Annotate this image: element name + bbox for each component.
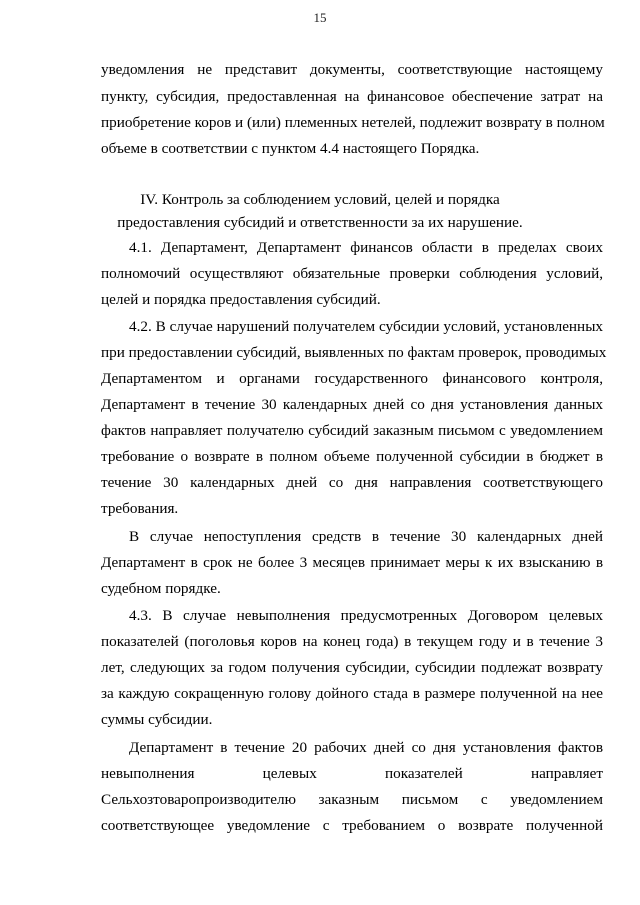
text-line: Сельхозтоваропроизводителю заказным письмом с уведомлением bbox=[101, 791, 603, 808]
paragraph-first-line: 4.3. В случае невыполнения предусмотренных Договором целевых bbox=[129, 607, 603, 624]
text-line: невыполнения целевых показателей направляет bbox=[101, 765, 603, 782]
page-number: 15 bbox=[313, 10, 327, 25]
text-line: полномочий осуществляют обязательные проверки соблюдения условий, bbox=[101, 265, 603, 282]
text-line: объеме в соответствии с пунктом 4.4 настоящего Порядка. bbox=[101, 140, 480, 157]
text-line: течение 30 календарных дней со дня направления соответствующего bbox=[101, 474, 603, 491]
text-line: требования. bbox=[101, 500, 179, 517]
paragraph-first-line: В случае непоступления средств в течение 30 календарных дней bbox=[129, 528, 603, 545]
text-line: Департаментом и органами государственного финансового контроля, bbox=[101, 370, 603, 387]
paragraph-first-line: 4.1. Департамент, Департамент финансов области в пределах своих bbox=[129, 239, 603, 256]
text-line: показателей (поголовья коров на конец года) в текущем году и в течение 3 bbox=[101, 633, 603, 650]
text-line: Департамент в срок не более 3 месяцев принимает меры к их взысканию в bbox=[101, 554, 603, 571]
text-line: фактов направляет получателю субсидий заказным письмом с уведомлением bbox=[101, 422, 603, 439]
text-line: при предоставлении субсидий, выявленных по фактам проверок, проводимых bbox=[101, 344, 607, 361]
text-line: целей и порядка предоставления субсидий. bbox=[101, 291, 381, 308]
section-heading-line: предоставления субсидий и ответственности за их нарушение. bbox=[117, 214, 523, 231]
paragraph-first-line: Департамент в течение 20 рабочих дней со дня установления фактов bbox=[129, 739, 603, 756]
text-line: суммы субсидии. bbox=[101, 711, 213, 728]
text-line: судебном порядке. bbox=[101, 580, 221, 597]
text-line: Департамент в течение 30 календарных дней со дня установления данных bbox=[101, 396, 603, 413]
text-line: лет, следующих за годом получения субсидии, субсидии подлежат возврату bbox=[101, 659, 603, 676]
text-line: соответствующее уведомление с требованием о возврате полученной bbox=[101, 817, 603, 834]
text-line: требование о возврате в полном объеме полученной субсидии в бюджет в bbox=[101, 448, 603, 465]
text-line: за каждую сокращенную голову дойного стада в размере полученной на нее bbox=[101, 685, 603, 702]
text-line: пункту, субсидия, предоставленная на финансовое обеспечение затрат на bbox=[101, 88, 603, 105]
text-line: приобретение коров и (или) племенных нетелей, подлежит возврату в полном bbox=[101, 114, 605, 131]
paragraph-first-line: 4.2. В случае нарушений получателем субсидии условий, установленных bbox=[129, 318, 603, 335]
text-line: уведомления не представит документы, соответствующие настоящему bbox=[101, 61, 603, 78]
section-heading-line: IV. Контроль за соблюдением условий, целей и порядка bbox=[140, 191, 500, 208]
